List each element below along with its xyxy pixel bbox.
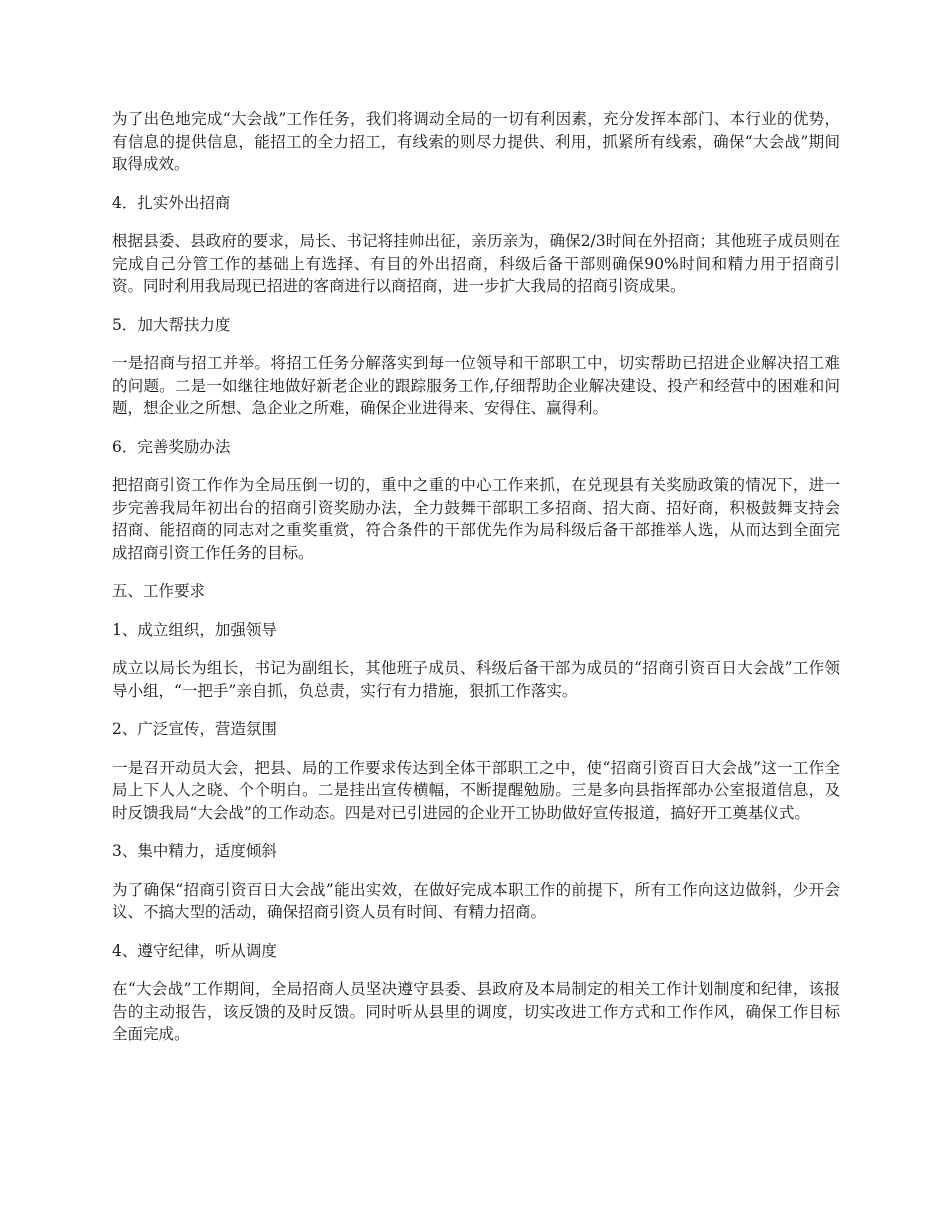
paragraph-organization: 成立以局长为组长，书记为副组长，其他班子成员、科级后备干部为成员的“招商引资百日大会战”工作领导小组，“一把手”亲自抓，负总责，实行有力措施，狠抓工作落实。 bbox=[112, 659, 840, 700]
section-heading-requirements: 五、工作要求 bbox=[112, 582, 206, 600]
paragraph-intro: 为了出色地完成“大会战”工作任务，我们将调动全局的一切有利因素，充分发挥本部门、本行业的优势，有信息的提供信息，能招工的全力招工，有线索的则尽力提供、利用，抓紧所有线索，确保“大会战”期间取得成效。 bbox=[112, 110, 840, 173]
document-page bbox=[112, 108, 840, 1062]
heading-publicity: 2、广泛宣传，营造氛围 bbox=[112, 720, 277, 738]
heading-organization: 1、成立组织，加强领导 bbox=[112, 620, 277, 639]
paragraph-rewards: 把招商引资工作作为全局压倒一切的，重中之重的中心工作来抓，在兑现县有关奖励政策的情况下，进一步完善我局年初出台的招商引资奖励办法，全力鼓舞干部职工多招商、招大商、招好商，积极鼓舞支持会招商、能招商的同志对之重奖重赏，符合条件的干部优先作为局科级后备干部推举人选，从而达到全面完成招商引资工作任务的目标。 bbox=[112, 476, 840, 562]
paragraph-support: 一是招商与招工并举。将招工任务分解落实到每一位领导和干部职工中，切实帮助已招进企业解决招工难的问题。二是一如继往地做好新老企业的跟踪服务工作,仔细帮助企业解决建设、投产和经营中的困难和问题，想企业之所想、急企业之所难，确保企业进得来、安得住、赢得利。 bbox=[112, 354, 840, 417]
paragraph-publicity: 一是召开动员大会，把县、局的工作要求传达到全体干部职工之中，使“招商引资百日大会战”这一工作全局上下人人之晓、个个明白。二是挂出宣传横幅，不断提醒勉励。三是多向县指挥部办公室报道信息，及时反馈我局“大会战”的工作动态。四是对已引进园的企业开工协助做好宣传报道，搞好开工奠基仪式。 bbox=[112, 758, 840, 822]
heading-support: 5．加大帮扶力度 bbox=[112, 315, 231, 334]
paragraph-outbound-investment: 根据县委、县政府的要求，局长、书记将挂帅出征，亲历亲为，确保2/3时间在外招商；其他班子成员则在完成自己分管工作的基础上有选择、有目的外出招商，科级后备干部则确保90%时间和精力用于招商引资。同时利用我局现已招进的客商进行以商招商，进一步扩大我局的招商引资成果。 bbox=[112, 232, 840, 295]
paragraph-discipline: 在“大会战”工作期间，全局招商人员坚决遵守县委、县政府及本局制定的相关工作计划制度和纪律，该报告的主动报告，该反馈的及时反馈。同时听从县里的调度，切实改进工作方式和工作作风，确保工作目标全面完成。 bbox=[112, 980, 840, 1043]
heading-discipline: 4、遵守纪律，听从调度 bbox=[112, 941, 277, 960]
paragraph-focus: 为了确保“招商引资百日大会战”能出实效，在做好完成本职工作的前提下，所有工作向这边做斜，少开会议、不搞大型的活动，确保招商引资人员有时间、有精力招商。 bbox=[112, 880, 840, 921]
heading-focus: 3、集中精力，适度倾斜 bbox=[112, 842, 277, 860]
heading-outbound-investment: 4．扎实外出招商 bbox=[112, 193, 231, 212]
heading-rewards: 6．完善奖励办法 bbox=[112, 437, 231, 456]
